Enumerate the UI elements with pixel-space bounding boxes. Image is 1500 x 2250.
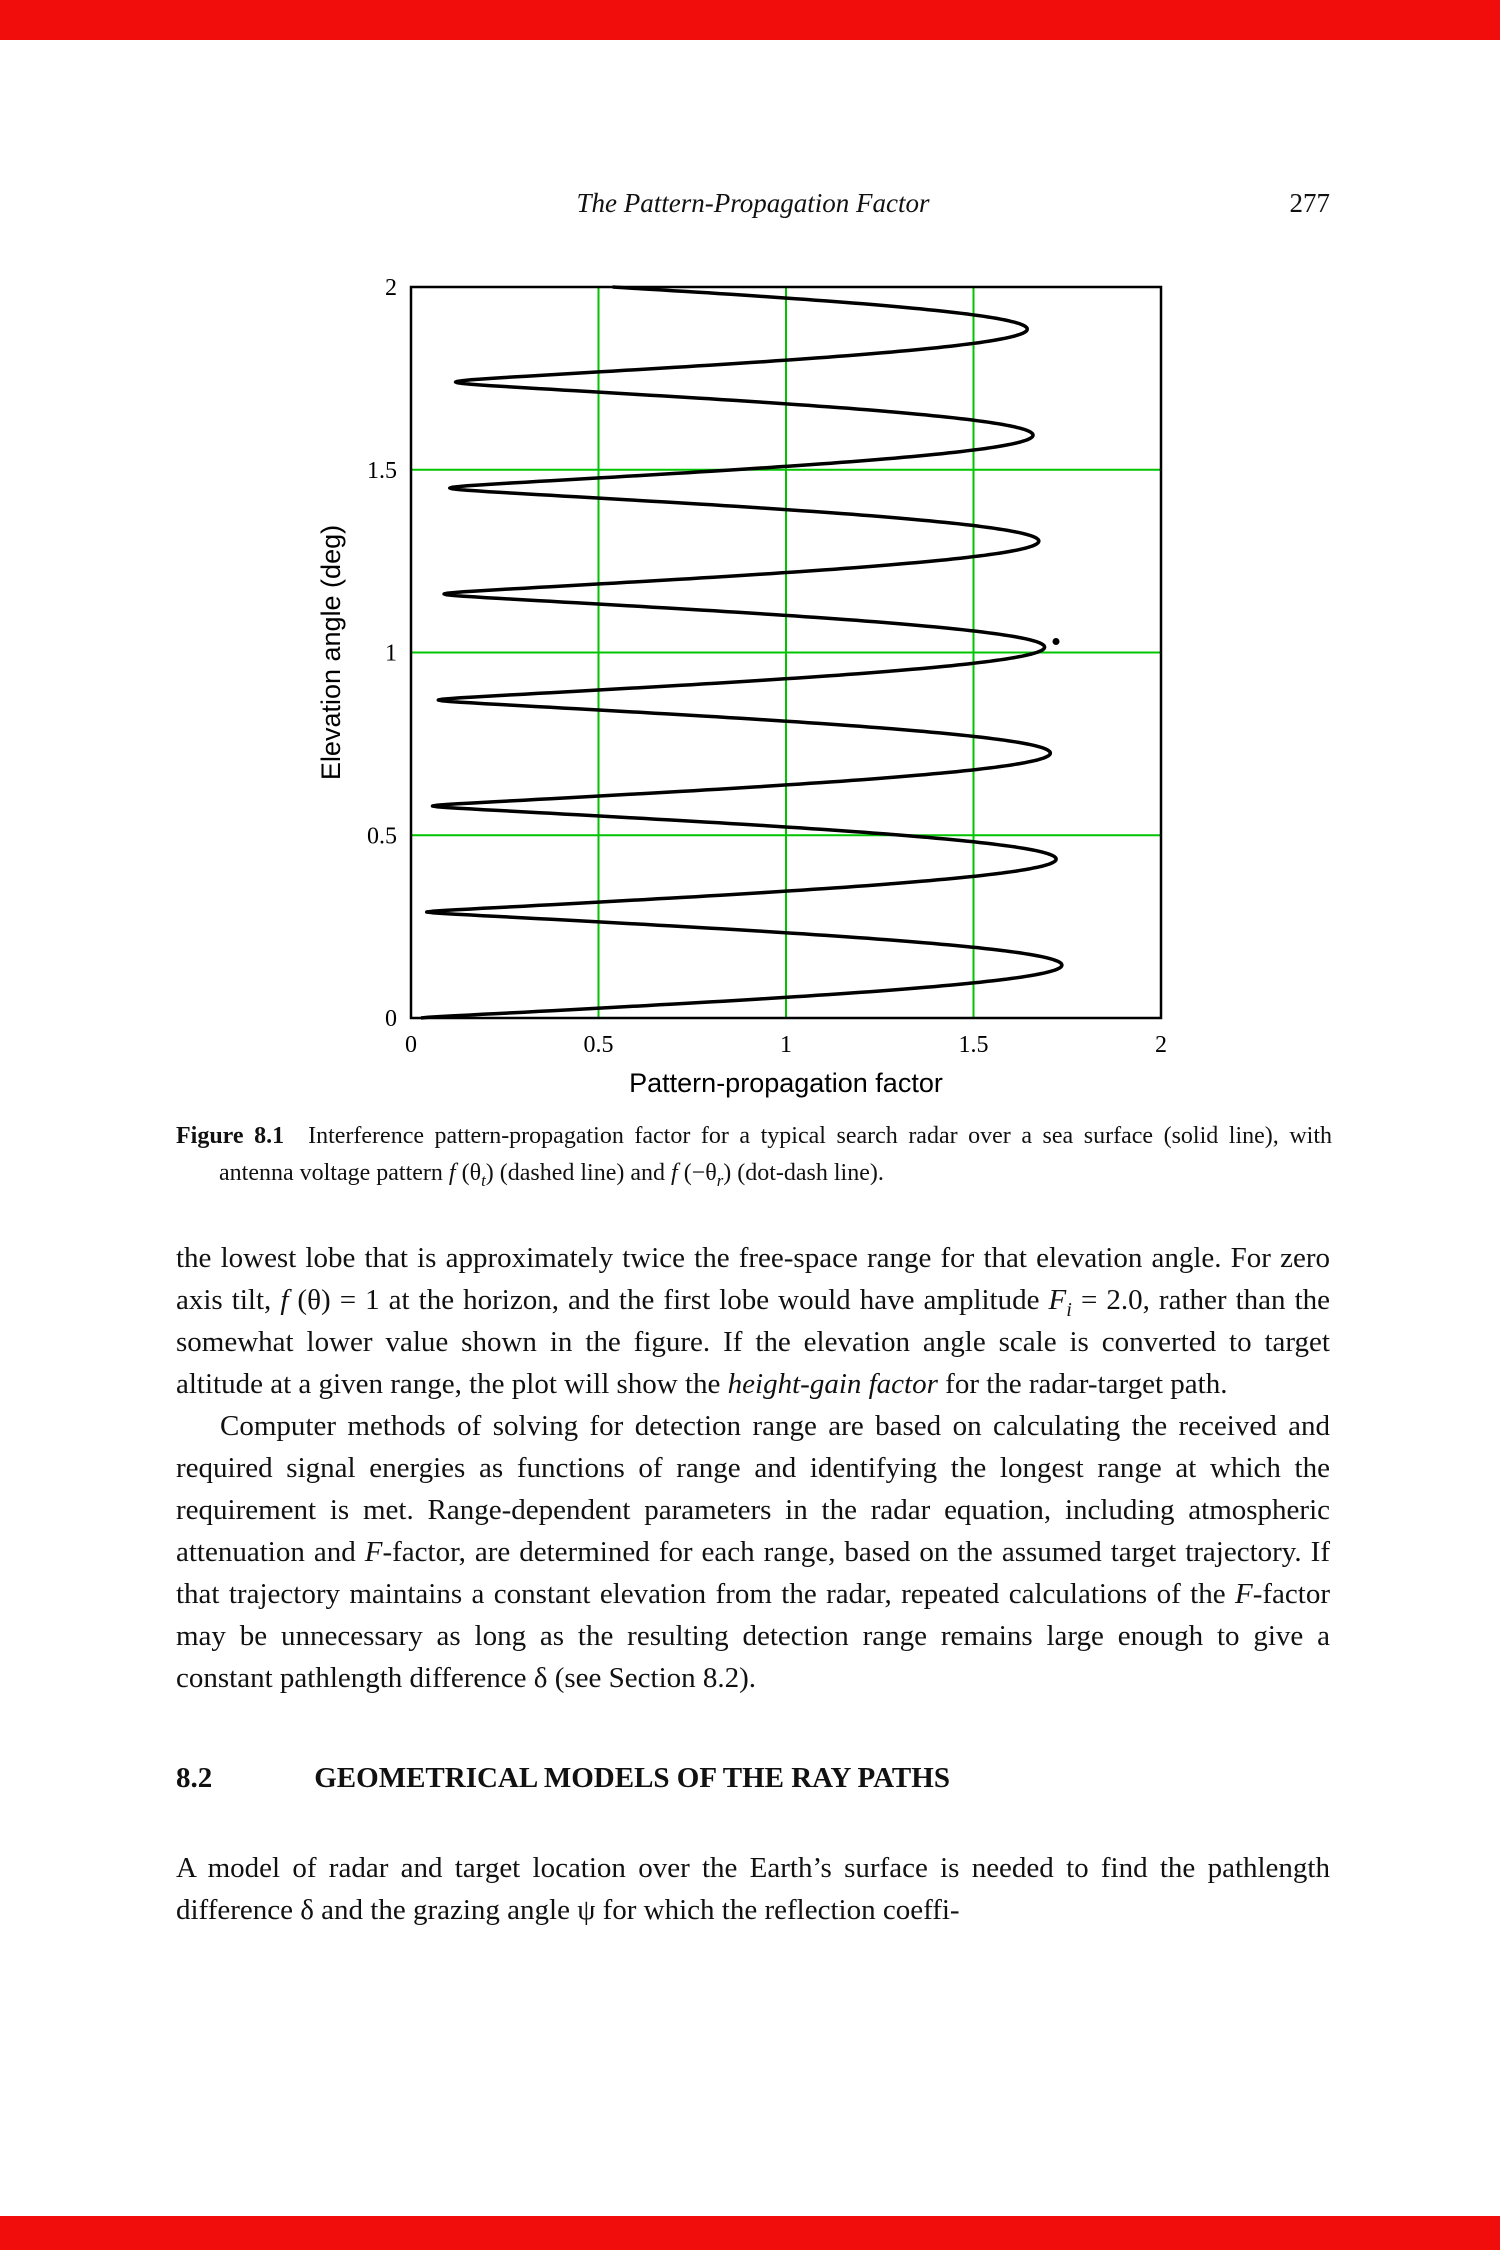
y-tick-label: 0.5 bbox=[367, 823, 397, 850]
y-axis-title: Elevation angle (deg) bbox=[316, 524, 346, 781]
x-tick-label: 0 bbox=[405, 1032, 417, 1058]
x-tick-label: 1.5 bbox=[958, 1032, 989, 1058]
figure-8-1-chart bbox=[300, 240, 1240, 1120]
paragraph-lowest-lobe: the lowest lobe that is approximately twice the free-space range for that elevation angle. For zero axis tilt, f (θ) = 1 at the horizon, and the first lobe would have amplitude $F_i = 2.0$, rather than the somewhat lower value shown in the figure. If the elevation angle scale is converted to target altitude at a given range, the plot will show the height-gain factor for the radar-target path. bbox=[176, 1242, 1331, 1400]
page-edge-bottom bbox=[0, 2216, 1500, 2250]
page-number: 277 bbox=[1289, 188, 1330, 218]
x-tick-label: 0.5 bbox=[583, 1032, 614, 1058]
section-number: 8.2 bbox=[176, 1762, 213, 1794]
y-tick-label: 2 bbox=[385, 275, 397, 301]
paragraph-computer-methods: Computer methods of solving for detection range are based on calculating the received and required signal energies as functions of range and identifying the longest range at which the requirement is met. Range-dependent parameters in the radar equation, including atmospheric attenuation and F-factor, are determined for each range, based on the assumed target trajectory. If that trajectory maintains a constant elevation from the radar, repeated calculations of the F-factor may be unnecessary as long as the resulting detection range remains large enough to give a constant pathlength difference δ (see Section 8.2). bbox=[176, 1410, 1331, 1694]
x-axis-title: Pattern-propagation factor bbox=[629, 1068, 943, 1098]
y-tick-label: 0 bbox=[385, 1006, 397, 1032]
y-tick-label: 1 bbox=[385, 640, 397, 667]
x-tick-label: 1 bbox=[780, 1032, 792, 1058]
dot-dash-mark bbox=[1053, 638, 1060, 645]
x-tick-label: 2 bbox=[1155, 1032, 1167, 1058]
page-edge-top bbox=[0, 0, 1500, 40]
paragraph-ray-path-model: A model of radar and target location over the Earth’s surface is needed to find the pathlength difference δ and the grazing angle ψ for which the reflection coeffi- bbox=[176, 1852, 1330, 1926]
section-heading bbox=[176, 1757, 1330, 1799]
running-head-title: The Pattern-Propagation Factor bbox=[576, 188, 930, 218]
running-head bbox=[176, 188, 1330, 219]
body-text bbox=[176, 1237, 1330, 1931]
y-tick-label: 1.5 bbox=[367, 457, 397, 484]
section-title: GEOMETRICAL MODELS OF THE RAY PATHS bbox=[314, 1762, 950, 1794]
figure-caption: Figure 8.1 Interference pattern-propagation factor for a typical search radar over a sea surface (solid line), with antenna voltage pattern f $(\theta_t)$ (dashed line) and f $(-\theta_r)$ (dot-dash line). bbox=[176, 1123, 1332, 1190]
